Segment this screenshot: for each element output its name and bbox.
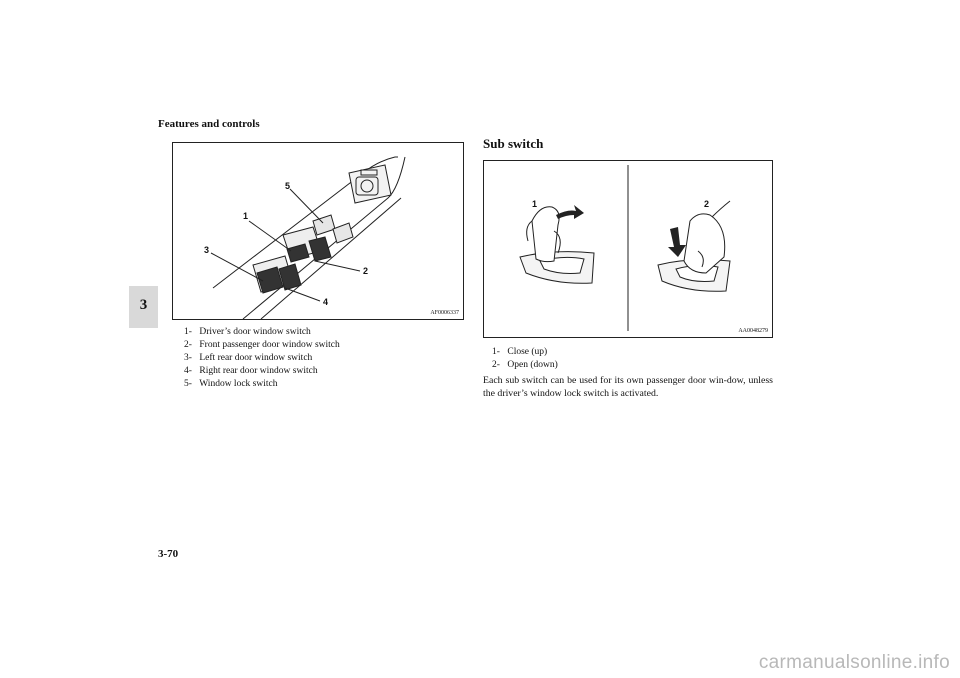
page-header-title: Features and controls (158, 118, 260, 130)
figure2-caption-list (492, 346, 558, 372)
body-paragraph: Each sub switch can be used for its own passenger door win-dow, unless the driver’s window lock switch is activated. (483, 375, 773, 399)
caption-item: 5- Window lock switch (184, 379, 278, 389)
sub-switch-illustration (483, 160, 773, 338)
figure-code: AA0048279 (738, 328, 768, 334)
caption-item: 4- Right rear door window switch (184, 366, 318, 376)
figure1-caption-list (184, 326, 340, 391)
callout-2: 2 (704, 199, 710, 209)
caption-item: 2- Front passenger door window switch (184, 340, 340, 350)
caption-item: 1- Driver’s door window switch (184, 327, 311, 337)
callout-1: 1 (243, 211, 249, 221)
chapter-number: 3 (139, 297, 148, 313)
callout-5: 5 (285, 181, 291, 191)
sub-switch-drawing (484, 161, 772, 337)
watermark: carmanualsonline.info (758, 652, 950, 673)
section-heading: Sub switch (483, 136, 544, 151)
callout-1: 1 (532, 199, 538, 209)
callout-3: 3 (204, 245, 210, 255)
page-number: 3-70 (158, 548, 179, 560)
caption-item: 3- Left rear door window switch (184, 353, 313, 363)
chapter-tab (129, 286, 158, 328)
window-switch-illustration (172, 142, 464, 320)
figure-code: AF0006337 (430, 310, 459, 316)
callout-2: 2 (363, 266, 369, 276)
callout-4: 4 (323, 297, 329, 307)
caption-item: 1- Close (up) (492, 347, 548, 357)
caption-item: 2- Open (down) (492, 360, 558, 370)
door-panel-drawing (173, 143, 463, 319)
